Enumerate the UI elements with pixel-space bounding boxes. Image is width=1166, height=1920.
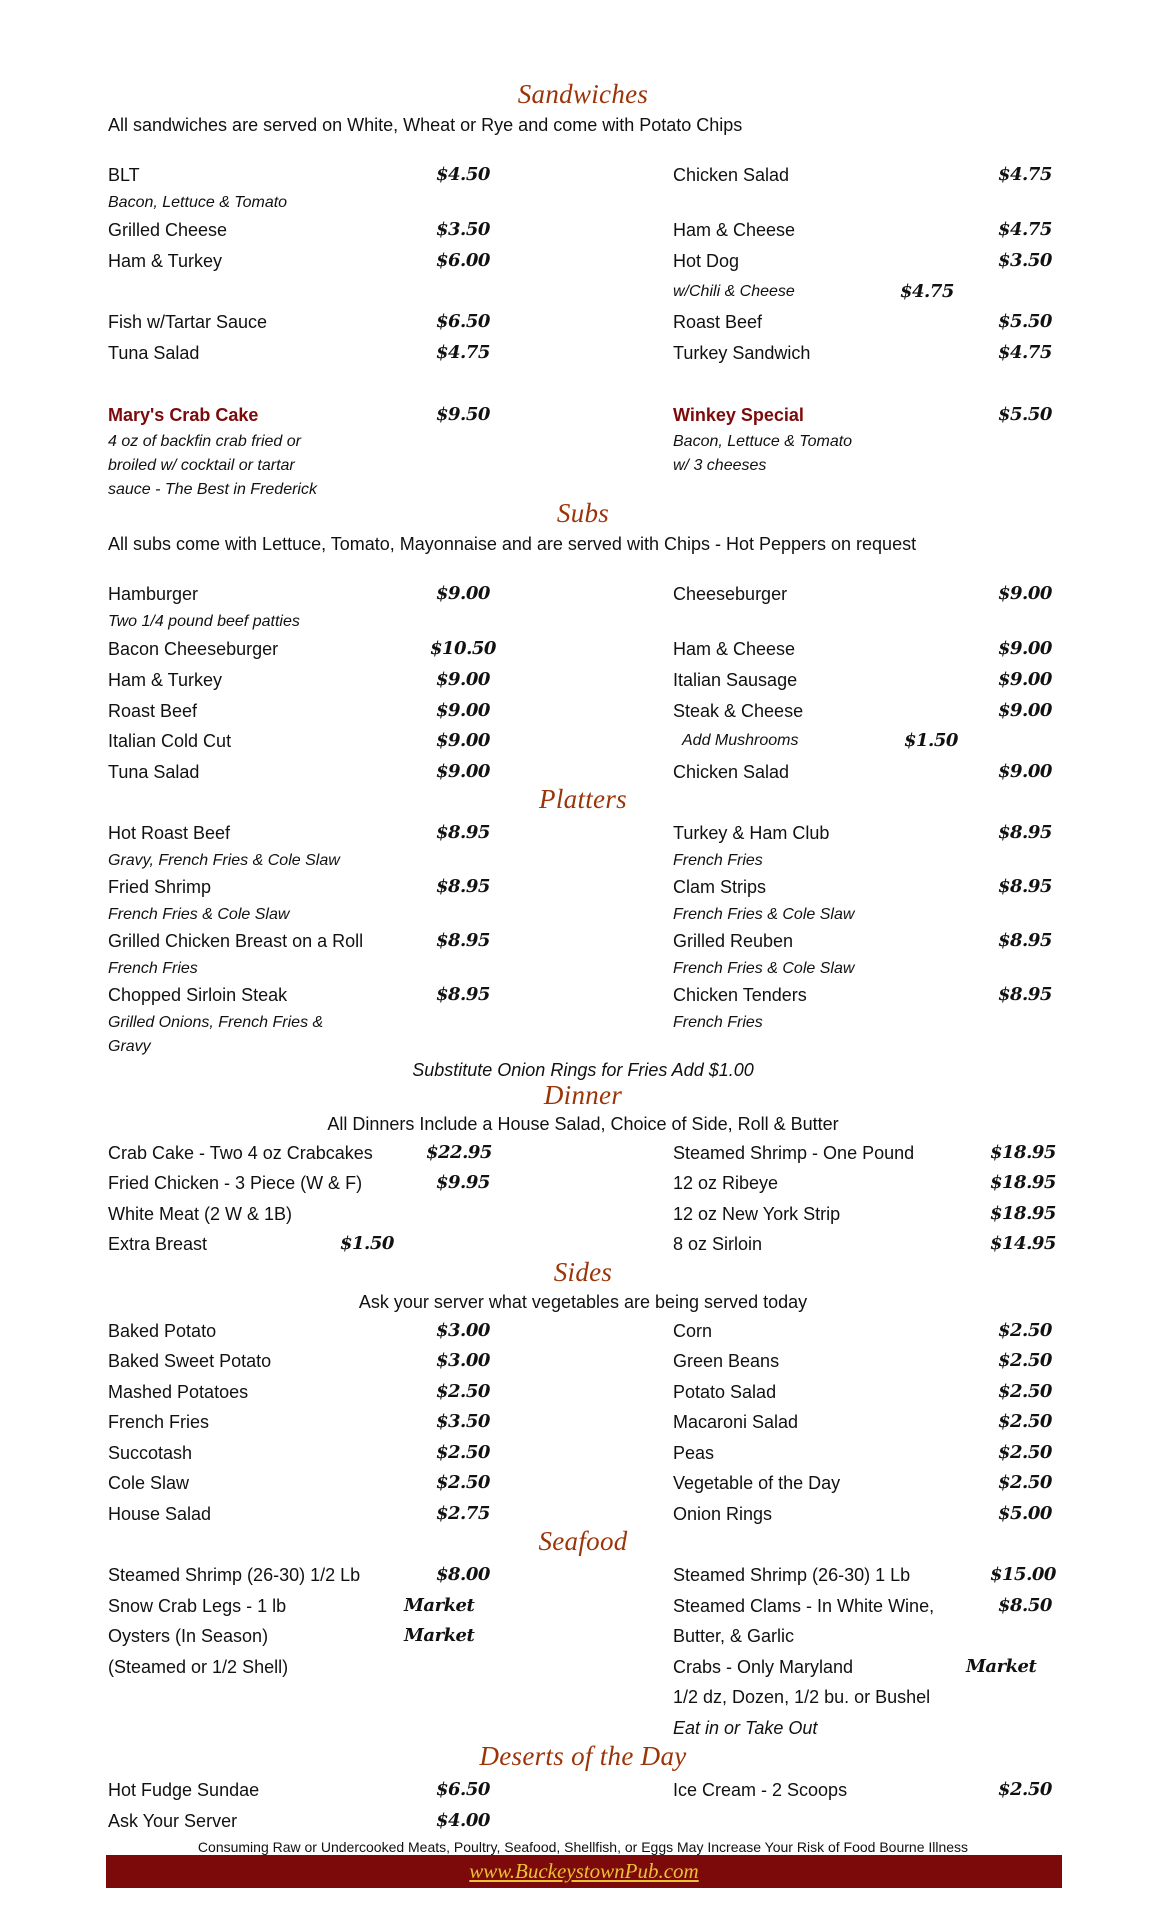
menu-item-name: 12 oz New York Strip xyxy=(673,1204,841,1224)
menu-item-name: Fried Shrimp xyxy=(108,877,212,897)
menu-item-price: Market xyxy=(404,1595,475,1616)
menu-item-description: French Fries xyxy=(673,852,763,869)
menu-item-description: Bacon, Lettuce & Tomato xyxy=(108,194,288,211)
menu-item-price: $9.50 xyxy=(436,404,490,425)
food-safety-warning: Consuming Raw or Undercooked Meats, Poultry, Seafood, Shellfish, or Eggs May Increase Your Risk of Food Bourne Illness xyxy=(197,1839,969,1855)
menu-item-price: $4.75 xyxy=(900,281,954,302)
section-heading-seafood: Seafood xyxy=(538,1526,628,1556)
special-item-name: Winkey Special xyxy=(673,405,804,425)
menu-item-price: $10.50 xyxy=(430,638,496,659)
menu-item-price: $18.95 xyxy=(990,1203,1056,1224)
special-item-name: Mary's Crab Cake xyxy=(108,405,259,425)
menu-item-price: $1.50 xyxy=(904,730,958,751)
menu-item-name: Mashed Potatoes xyxy=(108,1382,249,1402)
menu-item-description: French Fries xyxy=(108,960,198,977)
menu-item-description: Bacon, Lettuce & Tomato xyxy=(673,433,853,450)
menu-item-price: $2.50 xyxy=(998,1442,1052,1463)
menu-item-price: $3.50 xyxy=(998,250,1052,271)
menu-item-price: $2.50 xyxy=(998,1779,1052,1800)
menu-item-description: Eat in or Take Out xyxy=(673,1718,818,1738)
menu-item-price: $8.95 xyxy=(436,822,490,843)
menu-item-name: Baked Potato xyxy=(108,1321,217,1341)
menu-item-name: Ask Your Server xyxy=(108,1811,238,1831)
menu-item-price: $9.00 xyxy=(998,669,1052,690)
menu-item-price: $8.50 xyxy=(998,1595,1052,1616)
menu-item-price: $5.50 xyxy=(998,404,1052,425)
menu-item-price: $2.50 xyxy=(998,1381,1052,1402)
menu-item-price: $3.00 xyxy=(436,1350,490,1371)
menu-item-name: Succotash xyxy=(108,1443,193,1463)
menu-item-name: Baked Sweet Potato xyxy=(108,1351,272,1371)
menu-item-name: Grilled Reuben xyxy=(673,931,794,951)
menu-item-price: $8.95 xyxy=(436,984,490,1005)
menu-item-name: Snow Crab Legs - 1 lb xyxy=(108,1596,287,1616)
menu-item-price: $6.00 xyxy=(436,250,490,271)
menu-item-price: $14.95 xyxy=(990,1233,1056,1254)
menu-item-name: (Steamed or 1/2 Shell) xyxy=(108,1657,289,1677)
menu-item-name: BLT xyxy=(108,165,140,185)
menu-item-price: $9.00 xyxy=(436,730,490,751)
menu-item-name: Clam Strips xyxy=(673,877,767,897)
menu-item-description: French Fries xyxy=(673,1014,763,1031)
menu-item-price: $15.00 xyxy=(990,1564,1056,1585)
menu-item-description: Two 1/4 pound beef patties xyxy=(108,613,300,630)
menu-item-name: Steamed Clams - In White Wine, xyxy=(673,1596,935,1616)
menu-item-price: $8.95 xyxy=(436,876,490,897)
menu-item-price: $9.00 xyxy=(436,761,490,782)
menu-item-price: $2.50 xyxy=(436,1472,490,1493)
menu-item-price: $6.50 xyxy=(436,1779,490,1800)
menu-item-name: Butter, & Garlic xyxy=(673,1626,795,1646)
menu-item-price: $1.50 xyxy=(340,1233,394,1254)
menu-item-name: Hot Fudge Sundae xyxy=(108,1780,260,1800)
menu-item-name: Cheeseburger xyxy=(673,584,788,604)
menu-item-name: Oysters (In Season) xyxy=(108,1626,269,1646)
menu-item-name: Potato Salad xyxy=(673,1382,777,1402)
menu-item-name: Grilled Cheese xyxy=(108,220,228,240)
menu-item-description: Gravy xyxy=(108,1038,151,1055)
menu-item-name: Crab Cake - Two 4 oz Crabcakes xyxy=(108,1143,373,1163)
menu-item-price: $18.95 xyxy=(990,1142,1056,1163)
menu-item-name: Hot Dog xyxy=(673,251,740,271)
menu-item-price: $8.95 xyxy=(436,930,490,951)
menu-item-description: w/Chili & Cheese xyxy=(673,283,795,300)
menu-item-name: Corn xyxy=(673,1321,713,1341)
menu-item-name: Chopped Sirloin Steak xyxy=(108,985,288,1005)
menu-item-description: sauce - The Best in Frederick xyxy=(108,481,317,498)
menu-item-price: $5.00 xyxy=(998,1503,1052,1524)
menu-item-price: $9.00 xyxy=(436,669,490,690)
menu-item-name: Chicken Salad xyxy=(673,762,790,782)
menu-item-name: Steak & Cheese xyxy=(673,701,804,721)
footer-bar xyxy=(106,1855,1062,1888)
menu-item-name: Italian Sausage xyxy=(673,670,798,690)
menu-item-name: 8 oz Sirloin xyxy=(673,1234,763,1254)
menu-item-name: Turkey Sandwich xyxy=(673,343,811,363)
menu-item-price: $4.50 xyxy=(436,164,490,185)
menu-item-price: $9.00 xyxy=(436,700,490,721)
menu-item-description: French Fries & Cole Slaw xyxy=(673,960,855,977)
section-heading-sides: Sides xyxy=(553,1257,613,1287)
menu-item-price: $2.75 xyxy=(436,1503,490,1524)
menu-item-description: broiled w/ cocktail or tartar xyxy=(108,457,295,474)
menu-item-name: Extra Breast xyxy=(108,1234,208,1254)
menu-item-description: Add Mushrooms xyxy=(682,732,799,749)
substitute-note: Substitute Onion Rings for Fries Add $1.00 xyxy=(412,1060,754,1080)
menu-item-price: $9.00 xyxy=(998,638,1052,659)
menu-item-price: $8.95 xyxy=(998,984,1052,1005)
menu-item-name: Ice Cream - 2 Scoops xyxy=(673,1780,848,1800)
menu-item-price: $4.75 xyxy=(436,342,490,363)
menu-item-price: $8.95 xyxy=(998,876,1052,897)
menu-item-description: Gravy, French Fries & Cole Slaw xyxy=(108,852,340,869)
menu-item-name: Steamed Shrimp (26-30) 1/2 Lb xyxy=(108,1565,361,1585)
menu-item-name: Steamed Shrimp (26-30) 1 Lb xyxy=(673,1565,911,1585)
menu-item-price: $8.00 xyxy=(436,1564,490,1585)
menu-item-name: Tuna Salad xyxy=(108,762,200,782)
menu-item-description: w/ 3 cheeses xyxy=(673,457,767,474)
menu-item-name: Ham & Turkey xyxy=(108,670,223,690)
section-heading-dinner: Dinner xyxy=(543,1080,623,1110)
menu-item-name: Ham & Cheese xyxy=(673,639,796,659)
subs-note: All subs come with Lettuce, Tomato, Mayonnaise and are served with Chips - Hot Peppers on request xyxy=(108,534,917,554)
menu-item-name: Grilled Chicken Breast on a Roll xyxy=(108,931,364,951)
menu-item-price: $22.95 xyxy=(426,1142,492,1163)
dinner-note: All Dinners Include a House Salad, Choice of Side, Roll & Butter xyxy=(327,1114,839,1134)
section-heading-subs: Subs xyxy=(556,498,610,528)
menu-item-name: Ham & Turkey xyxy=(108,251,223,271)
menu-item-name: French Fries xyxy=(108,1412,210,1432)
menu-item-name: Hamburger xyxy=(108,584,199,604)
menu-item-price: $9.00 xyxy=(998,700,1052,721)
menu-item-name: Roast Beef xyxy=(673,312,763,332)
menu-item-name: Italian Cold Cut xyxy=(108,731,232,751)
menu-item-price: $6.50 xyxy=(436,311,490,332)
menu-item-price: $9.00 xyxy=(436,583,490,604)
menu-item-name: Chicken Salad xyxy=(673,165,790,185)
sandwiches-note: All sandwiches are served on White, Wheat or Rye and come with Potato Chips xyxy=(108,115,743,135)
menu-item-name: Hot Roast Beef xyxy=(108,823,231,843)
menu-item-price: $3.00 xyxy=(436,1320,490,1341)
menu-item-price: $8.95 xyxy=(998,930,1052,951)
menu-item-price: $2.50 xyxy=(436,1381,490,1402)
menu-item-price: Market xyxy=(966,1656,1037,1677)
menu-item-price: $4.00 xyxy=(436,1810,490,1831)
menu-item-price: $2.50 xyxy=(998,1350,1052,1371)
menu-item-description: French Fries & Cole Slaw xyxy=(108,906,290,923)
menu-item-price: $4.75 xyxy=(998,164,1052,185)
menu-item-price: $4.75 xyxy=(998,342,1052,363)
menu-item-name: Vegetable of the Day xyxy=(673,1473,841,1493)
menu-item-price: $3.50 xyxy=(436,219,490,240)
menu-item-price: $18.95 xyxy=(990,1172,1056,1193)
menu-item-name: Roast Beef xyxy=(108,701,198,721)
menu-item-name: Fried Chicken - 3 Piece (W & F) xyxy=(108,1173,363,1193)
menu-item-price: Market xyxy=(404,1625,475,1646)
menu-item-description: Grilled Onions, French Fries & xyxy=(108,1014,324,1031)
section-heading-deserts: Deserts of the Day xyxy=(479,1741,687,1771)
menu-item-price: $3.50 xyxy=(436,1411,490,1432)
menu-item-price: $5.50 xyxy=(998,311,1052,332)
menu-item-name: Macaroni Salad xyxy=(673,1412,799,1432)
menu-item-name: Fish w/Tartar Sauce xyxy=(108,312,268,332)
menu-item-name: Turkey & Ham Club xyxy=(673,823,830,843)
menu-item-name: Onion Rings xyxy=(673,1504,773,1524)
menu-item-price: $9.00 xyxy=(998,583,1052,604)
menu-item-name: 12 oz Ribeye xyxy=(673,1173,779,1193)
menu-item-name: 1/2 dz, Dozen, 1/2 bu. or Bushel xyxy=(673,1687,931,1707)
menu-item-price: $2.50 xyxy=(998,1320,1052,1341)
menu-item-name: Green Beans xyxy=(673,1351,780,1371)
menu-item-name: White Meat (2 W & 1B) xyxy=(108,1204,293,1224)
menu-item-description: 4 oz of backfin crab fried or xyxy=(108,433,301,450)
menu-item-name: House Salad xyxy=(108,1504,212,1524)
menu-item-price: $2.50 xyxy=(998,1472,1052,1493)
menu-item-price: $2.50 xyxy=(436,1442,490,1463)
menu-item-name: Ham & Cheese xyxy=(673,220,796,240)
website-link[interactable]: www.BuckeystownPub.com xyxy=(469,1859,699,1883)
menu-item-price: $2.50 xyxy=(998,1411,1052,1432)
menu-item-description: French Fries & Cole Slaw xyxy=(673,906,855,923)
menu-item-price: $8.95 xyxy=(998,822,1052,843)
menu-item-name: Tuna Salad xyxy=(108,343,200,363)
section-heading-platters: Platters xyxy=(539,784,627,814)
sides-note: Ask your server what vegetables are being served today xyxy=(358,1292,808,1312)
menu-item-name: Chicken Tenders xyxy=(673,985,807,1005)
menu-item-name: Crabs - Only Maryland xyxy=(673,1657,854,1677)
menu-item-name: Steamed Shrimp - One Pound xyxy=(673,1143,915,1163)
menu-item-name: Peas xyxy=(673,1443,715,1463)
section-heading-sandwiches: Sandwiches xyxy=(517,79,649,109)
menu-item-name: Cole Slaw xyxy=(108,1473,190,1493)
menu-item-price: $4.75 xyxy=(998,219,1052,240)
menu-item-name: Bacon Cheeseburger xyxy=(108,639,279,659)
menu-item-price: $9.95 xyxy=(436,1172,490,1193)
menu-item-price: $9.00 xyxy=(998,761,1052,782)
